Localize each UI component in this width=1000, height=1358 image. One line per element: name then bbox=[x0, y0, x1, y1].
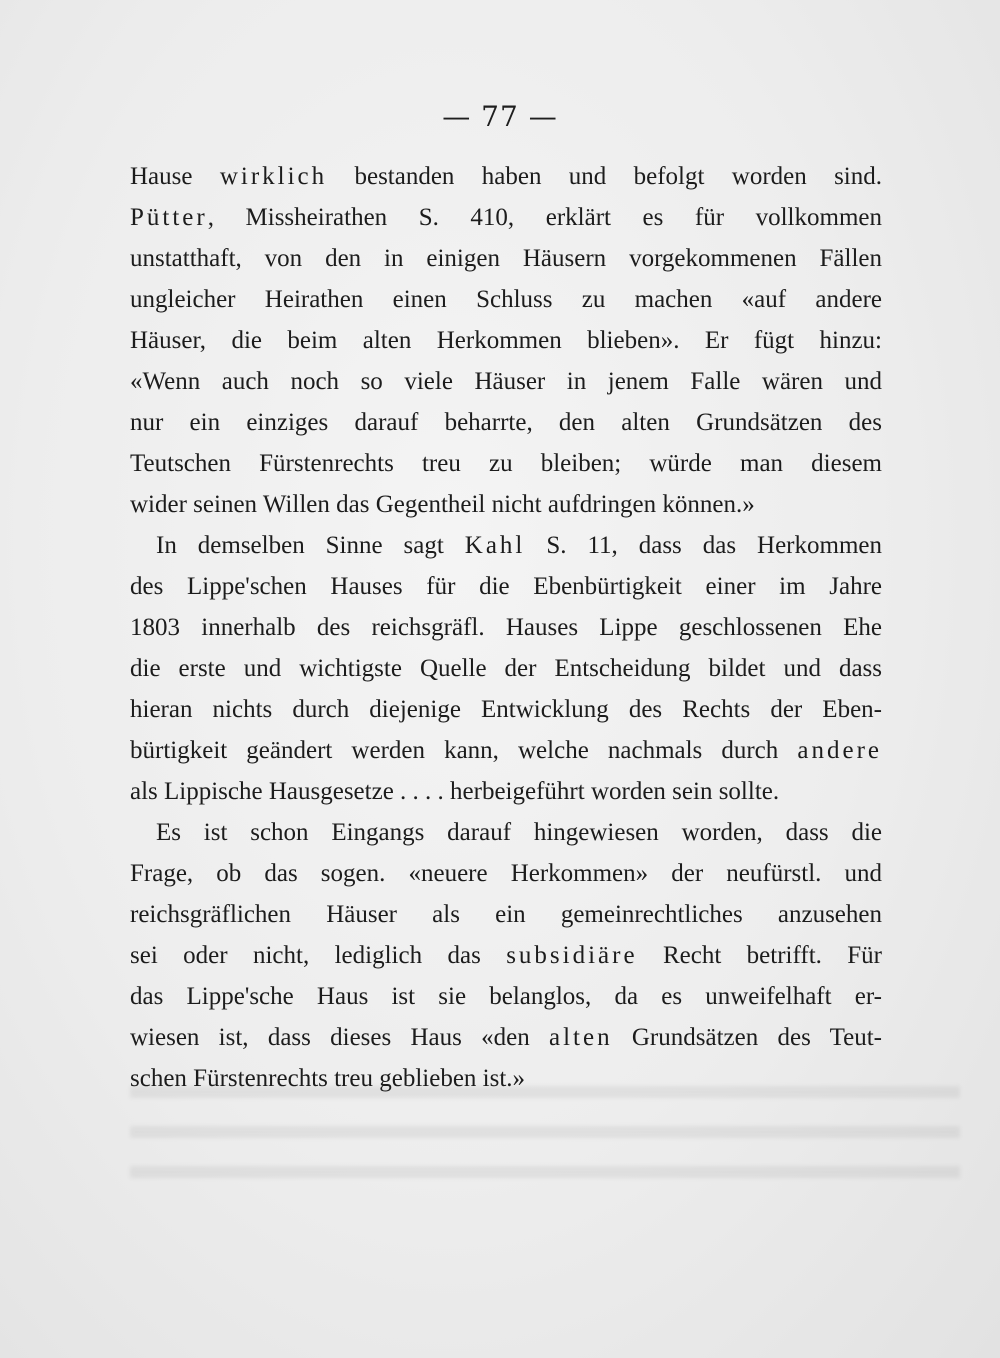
text-line bbox=[130, 320, 882, 361]
text-line bbox=[130, 730, 882, 771]
text-line bbox=[130, 566, 882, 607]
line-text: unstatthaft, von den in einigen Häusern vorgekommenen Fällen bbox=[130, 245, 882, 272]
line-text: wider seinen Willen das Gegentheil nicht aufdringen können.» bbox=[130, 491, 755, 518]
line-text: nur ein einziges darauf beharrte, den alten Grundsätzen des bbox=[130, 409, 882, 436]
line-text: wiesen ist, dass dieses Haus «den bbox=[130, 1024, 550, 1051]
line-text: das Lippe'sche Haus ist sie belanglos, da es unweifelhaft er- bbox=[130, 983, 882, 1010]
line-text: S. 11, dass das Herkommen bbox=[525, 532, 882, 559]
text-line bbox=[130, 443, 882, 484]
text-line bbox=[130, 197, 882, 238]
line-text: bürtigkeit geändert werden kann, welche nachmals durch bbox=[130, 737, 798, 764]
body-text bbox=[130, 156, 882, 1099]
line-text: als Lippische Hausgesetze . . . . herbeigeführt worden sein sollte. bbox=[130, 778, 780, 805]
text-line bbox=[130, 812, 882, 853]
text-line bbox=[130, 402, 882, 443]
line-text: «Wenn auch noch so viele Häuser in jenem Falle wären und bbox=[130, 368, 882, 395]
text-line bbox=[130, 607, 882, 648]
text-line bbox=[130, 648, 882, 689]
line-text: bestanden haben und befolgt worden sind. bbox=[327, 163, 882, 190]
spaced-emphasis: Kahl bbox=[464, 532, 526, 559]
text-line bbox=[130, 853, 882, 894]
text-line bbox=[130, 894, 882, 935]
text-line bbox=[130, 689, 882, 730]
line-text: Frage, ob das sogen. «neuere Herkommen» der neufürstl. und bbox=[130, 860, 882, 887]
line-text: ungleicher Heirathen einen Schluss zu machen «auf andere bbox=[130, 286, 882, 313]
text-line bbox=[130, 1058, 882, 1099]
text-line bbox=[130, 238, 882, 279]
line-text: In demselben Sinne sagt bbox=[156, 532, 465, 559]
line-text: hieran nichts durch diejenige Entwicklung des Rechts der Eben- bbox=[130, 696, 882, 723]
line-text: Recht betrifft. Für bbox=[637, 942, 882, 969]
text-line bbox=[130, 484, 882, 525]
line-text: 1803 innerhalb des reichsgräfl. Hauses Lippe geschlossenen Ehe bbox=[130, 614, 882, 641]
text-line bbox=[130, 1017, 882, 1058]
line-text: Es ist schon Eingangs darauf hingewiesen worden, dass die bbox=[156, 819, 882, 846]
line-text: Hause bbox=[130, 163, 220, 190]
text-line bbox=[130, 771, 882, 812]
line-text: , Missheirathen S. 410, erklärt es für vollkommen bbox=[207, 204, 882, 231]
line-text: schen Fürstenrechts treu geblieben ist.» bbox=[130, 1065, 526, 1092]
spaced-emphasis: Pütter bbox=[130, 204, 208, 231]
line-text: des Lippe'schen Hauses für die Ebenbürtigkeit einer im Jahre bbox=[130, 573, 882, 600]
spaced-emphasis: subsidiäre bbox=[506, 942, 638, 969]
text-line bbox=[130, 976, 882, 1017]
text-line bbox=[130, 156, 882, 197]
text-line bbox=[130, 525, 882, 566]
line-text: sei oder nicht, lediglich das bbox=[130, 942, 507, 969]
spaced-emphasis: wirklich bbox=[219, 163, 328, 190]
spaced-emphasis: andere bbox=[797, 737, 882, 764]
line-text: Teutschen Fürstenrechts treu zu bleiben; würde man diesem bbox=[130, 450, 882, 477]
line-text: die erste und wichtigste Quelle der Entscheidung bildet und dass bbox=[130, 655, 882, 682]
page-number: — 77 — bbox=[442, 100, 558, 133]
spaced-emphasis: alten bbox=[549, 1024, 613, 1051]
text-line bbox=[130, 935, 882, 976]
line-text: Häuser, die beim alten Herkommen blieben». Er fügt hinzu: bbox=[130, 327, 882, 354]
line-text: reichsgräflichen Häuser als ein gemeinrechtliches anzusehen bbox=[130, 901, 882, 928]
line-text: Grundsätzen des Teut- bbox=[612, 1024, 882, 1051]
text-line bbox=[130, 279, 882, 320]
text-line bbox=[130, 361, 882, 402]
